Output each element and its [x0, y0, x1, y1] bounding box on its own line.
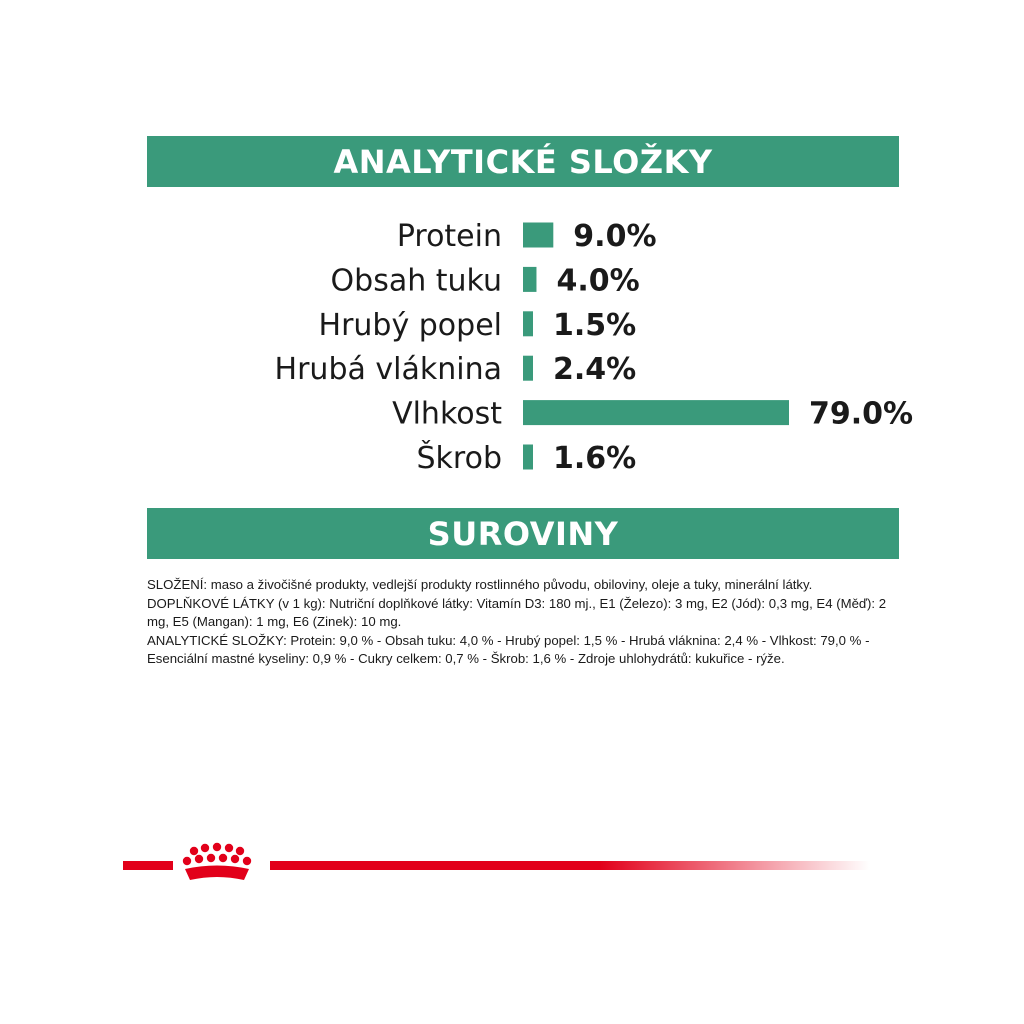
bar — [523, 223, 553, 248]
raw-materials-title: SUROVINY — [427, 514, 619, 553]
bar — [523, 311, 533, 336]
crown-icon — [183, 843, 251, 880]
brand-line — [123, 838, 873, 888]
analytic-components-line: ANALYTICKÉ SLOŽKY: Protein: 9,0 % - Obsah tuku: 4,0 % - Hrubý popel: 1,5 % - Hrubá vláknina: 2,4 % - Vlhkost: 79,0 % - Esenciální mastné kyseliny: 0,9 % - Cukry celkem: 0,7 % - Škrob: 1,6 % - Zdroje uhlohydrátů: kukuřice - rýže. — [147, 632, 870, 666]
row-label: Hrubá vláknina — [274, 352, 502, 388]
analytic-components-chart — [0, 205, 1024, 485]
value-label: 4.0% — [556, 263, 640, 299]
bar — [523, 445, 533, 470]
value-label: 2.4% — [553, 352, 637, 388]
value-label: 79.0% — [809, 396, 914, 432]
value-label: 1.5% — [553, 307, 637, 343]
bar — [523, 267, 536, 292]
bar — [523, 400, 789, 425]
additives-line: DOPLŇKOVÉ LÁTKY (v 1 kg): Nutriční doplňkové látky: Vitamín D3: 180 mj., E1 (Železo): 3 mg, E2 (Jód): 0,3 mg, E4 (Měď): 2 mg, E5 (Mangan): 1 mg, E6 (Zinek): 10 mg. — [147, 595, 887, 629]
raw-materials-banner — [147, 508, 899, 559]
brand-line-left — [123, 861, 173, 870]
value-label: 9.0% — [573, 219, 657, 254]
row-label: Protein — [396, 219, 502, 254]
analytic-components-banner — [147, 136, 899, 187]
brand-line-right — [270, 861, 870, 870]
row-label: Vlhkost — [392, 396, 502, 432]
bar — [523, 356, 533, 381]
value-label: 1.6% — [553, 441, 637, 476]
row-label: Hrubý popel — [318, 307, 502, 343]
row-label: Škrob — [416, 441, 502, 476]
analytic-components-title: ANALYTICKÉ SLOŽKY — [333, 142, 713, 181]
composition-text — [147, 576, 899, 669]
row-label: Obsah tuku — [330, 263, 502, 299]
composition-line: SLOŽENÍ: maso a živočišné produkty, vedlejší produkty rostlinného původu, obiloviny, oleje a tuky, minerální látky. — [147, 577, 813, 592]
